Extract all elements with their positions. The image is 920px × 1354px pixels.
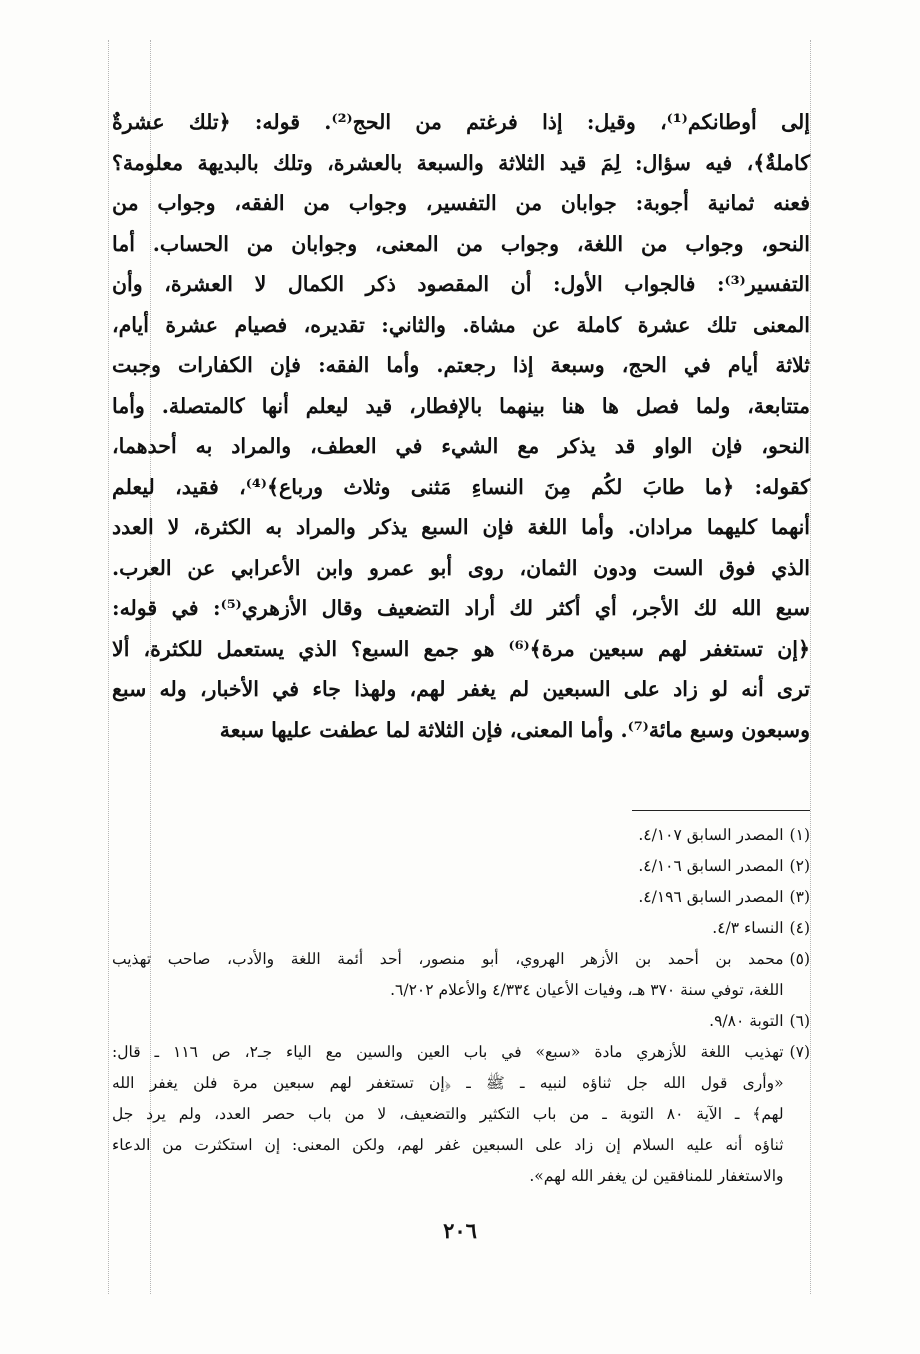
footnote [112, 1006, 810, 1037]
footnote-line: المصدر السابق ٤/١٩٦. [638, 888, 784, 906]
footnote-line: تهذيب اللغة للأزهري مادة «سبع» في باب العين والسين مع الياء جـ٢، ص ١١٦ ـ قال: [112, 1043, 784, 1061]
body-line: ثلاثة أيام في الحج، وسبعة إذا رجعتم. وأما الفقه: فإن الكفارات وجبت [112, 353, 810, 377]
footnote [112, 1037, 810, 1192]
page-number: ٢٠٦ [443, 1218, 477, 1243]
body-line: إلى أوطانكم⁽¹⁾، وقيل: إذا فرغتم من الحج⁽²⁾. قوله: ﴿تلك عشرةٌ [112, 110, 810, 134]
footnote-line: محمد بن أحمد بن الأزهر الهروي، أبو منصور، أحد أئمة اللغة والأدب، صاحب تهذيب [112, 950, 784, 968]
footnote-separator [632, 810, 810, 811]
footnote-line: المصدر السابق ٤/١٠٦. [638, 857, 784, 875]
body-line: النحو، فإن الواو قد يذكر مع الشيء في العطف، والمراد به أحدهما، [112, 434, 810, 458]
footnote-number: (٧) [789, 1043, 810, 1061]
footnote-text [112, 913, 784, 944]
body-line: ترى أنه لو زاد على السبعين لم يغفر لهم، ولهذا جاء في الأخبار، وله سبع [112, 677, 810, 701]
footnote-line: اللغة، توفي سنة ٣٧٠ هـ، وفيات الأعيان ٤/٣٣٤ والأعلام ٦/٢٠٢. [390, 981, 784, 999]
footnote-line: النساء ٤/٣. [712, 919, 784, 937]
footnote [112, 944, 810, 1006]
footnote-text [112, 1006, 784, 1037]
body-line: سبع الله لك الأجر، أي أكثر لك أراد التضعيف وقال الأزهري⁽⁵⁾: في قوله: [112, 596, 811, 620]
footnote-line: ثناؤه أنه عليه السلام إن زاد على السبعين غفر لهم، ولكن المعنى: إن استكثرت من الدعاء [112, 1136, 784, 1154]
footnote [112, 820, 810, 851]
body-line: الذي فوق الست ودون الثمان، روى أبو عمرو وابن الأعرابي عن العرب. [112, 555, 810, 580]
main-text [112, 102, 810, 750]
footnote-line: لهم﴾ ـ الآية ٨٠ التوبة ـ من باب التكثير والتضعيف، لا من باب حصر العدد، ولم يرد جل [112, 1105, 784, 1123]
footnote-number: (٢) [789, 857, 810, 875]
body-line: التفسير⁽³⁾: فالجواب الأول: أن المقصود ذكر الكمال لا العشرة، وأن [112, 272, 810, 296]
footnote-line: «وأرى قول الله جل ثناؤه لنبيه ـ ﷺ ـ ﴿إن تستغفر لهم سبعين مرة فلن يغفر الله [112, 1074, 784, 1092]
footnote-text [112, 944, 784, 1006]
footnote-number: (٥) [789, 950, 810, 968]
footnote-number: (٦) [789, 1012, 810, 1030]
footnote-number: (٤) [789, 919, 810, 937]
footnote-line: المصدر السابق ٤/١٠٧. [638, 826, 784, 844]
body-line: فعنه ثمانية أجوبة: جوابان من التفسير، وجواب من الفقه، وجواب من [112, 191, 810, 215]
body-line: كاملةٌ﴾، فيه سؤال: لِمَ قيد الثلاثة والسبعة بالعشرة، وتلك بالبديهة معلومة؟ [112, 150, 810, 175]
footnote-text [112, 851, 784, 882]
body-line: متتابعة، ولما فصل ها هنا بينهما بالإفطار، قيد ليعلم أنها كالمتصلة. وأما [112, 393, 810, 418]
footnote [112, 882, 810, 913]
margin-guide-right [810, 40, 811, 1294]
body-line: المعنى تلك عشرة كاملة عن مشاة. والثاني: تقديره، فصيام عشرة أيام، [112, 312, 810, 337]
body-line: وسبعون وسبع مائة⁽⁷⁾. وأما المعنى، فإن الثلاثة لما عطفت عليها سبعة [219, 717, 810, 742]
footnote-text [112, 820, 784, 851]
footnote-line: التوبة ٩/٨٠. [709, 1012, 784, 1030]
margin-guide-left [108, 40, 109, 1294]
footnote [112, 913, 810, 944]
body-line: أنهما كليهما مرادان. وأما اللغة فإن السبع يذكر والمراد به الكثرة، لا العدد [112, 515, 810, 539]
body-line: ﴿إن تستغفر لهم سبعين مرة﴾⁽⁶⁾ هو جمع السبع؟ الذي يستعمل للكثرة، ألا [112, 636, 810, 661]
body-line: النحو، وجواب من اللغة، وجواب من المعنى، وجوابان من الحساب. أما [112, 231, 810, 256]
body-line: كقوله: ﴿ما طابَ لكُم مِنَ النساءِ مَثنى وثلاث ورباع﴾⁽⁴⁾، فقيد، ليعلم [112, 474, 810, 499]
footnote-number: (٣) [789, 888, 810, 906]
footnote-number: (١) [789, 826, 810, 844]
footnote-text [112, 882, 784, 913]
footnote-line: والاستغفار للمنافقين لن يغفر الله لهم». [529, 1167, 784, 1185]
footnotes [112, 820, 810, 1192]
footnote [112, 851, 810, 882]
footnote-text [112, 1037, 784, 1192]
